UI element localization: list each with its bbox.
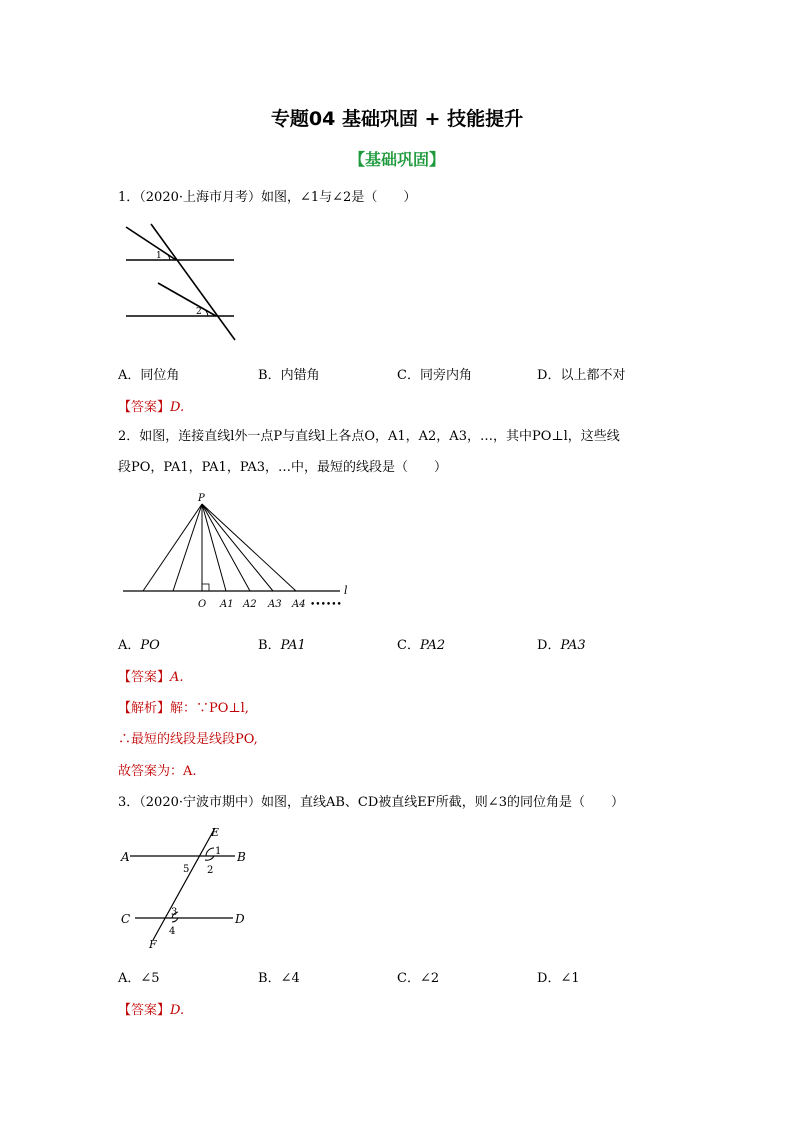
q1-answer: 【答案】D. [118, 400, 185, 415]
q2-point-p-label: P [198, 493, 205, 504]
page-title: 专题04 基础巩固 + 技能提升 [270, 108, 524, 130]
q3-line-ef [153, 828, 215, 940]
q1-stem: 1．（2020·上海市月考）如图，∠1与∠2是（ ） [118, 190, 417, 205]
q3-stem: 3．（2020·宁波市期中）如图，直线AB、CD被直线EF所截，则∠3的同位角是（ ） [118, 795, 624, 810]
q2-option-d: D．PA3 [537, 638, 586, 653]
q2-option-c: C．PA2 [397, 638, 446, 653]
q3-point-c-label: C [121, 912, 131, 926]
q2-figure [118, 486, 368, 618]
q2-point-a4-label: A4 [292, 599, 306, 610]
q2-option-b: B．PA1 [258, 638, 306, 653]
q2-continuation-dots: •••••• [310, 600, 342, 610]
q2-stem-line2: 段PO，PA1，PA1，PA3，…中，最短的线段是（ ） [118, 460, 448, 475]
q1-figure [118, 215, 248, 345]
q1-angle-1-label: 1 [156, 251, 162, 261]
q1-option-c: C．同旁内角 [397, 368, 472, 383]
q3-angle-2-label: 2 [207, 865, 214, 876]
q3-option-a: A．∠5 [118, 971, 160, 986]
q3-point-e-label: E [211, 826, 220, 839]
q1-angle-2-label: 2 [196, 307, 202, 317]
q2-analysis-3: 故答案为：A. [118, 764, 197, 779]
q1-ray-2 [158, 283, 216, 316]
q2-stem-line1: 2．如图，连接直线l外一点P与直线l上各点O，A1，A2，A3，…，其中PO⊥l，这些线 [118, 429, 620, 444]
right-angle-mark [202, 584, 209, 591]
q3-answer: 【答案】D. [118, 1003, 185, 1018]
q2-analysis-1: 【解析】解：∵PO⊥l, [118, 701, 249, 716]
q2-point-o-label: O [198, 599, 207, 610]
q1-option-b: B．内错角 [258, 368, 320, 383]
q3-angle-4-label: 4 [169, 926, 176, 937]
q3-point-d-label: D [235, 912, 245, 926]
q2-point-a3-label: A3 [268, 599, 282, 610]
q1-transversal [151, 224, 235, 340]
q3-angle-1-label: 1 [215, 846, 222, 857]
q3-point-a-label: A [121, 850, 130, 864]
q2-option-a: A．PO [118, 638, 160, 653]
q3-angle-5-label: 5 [183, 864, 190, 875]
q3-point-b-label: B [237, 850, 246, 864]
q3-option-d: D．∠1 [537, 971, 580, 986]
q2-point-a1-label: A1 [220, 599, 234, 610]
q2-point-a2-label: A2 [243, 599, 257, 610]
section-heading: 【基础巩固】 [348, 150, 445, 169]
q1-option-a: A．同位角 [118, 368, 180, 383]
q2-answer: 【答案】A. [118, 670, 184, 685]
q3-point-f-label: F [149, 938, 157, 951]
q1-option-d: D．以上都不对 [537, 368, 626, 383]
q2-line-l-label: l [344, 584, 348, 597]
q3-figure [115, 820, 265, 955]
q3-option-b: B．∠4 [258, 971, 300, 986]
q3-angle-3-label: 3 [171, 907, 178, 918]
q2-analysis-2: ∴最短的线段是线段PO, [118, 732, 258, 747]
q3-option-c: C．∠2 [397, 971, 440, 986]
